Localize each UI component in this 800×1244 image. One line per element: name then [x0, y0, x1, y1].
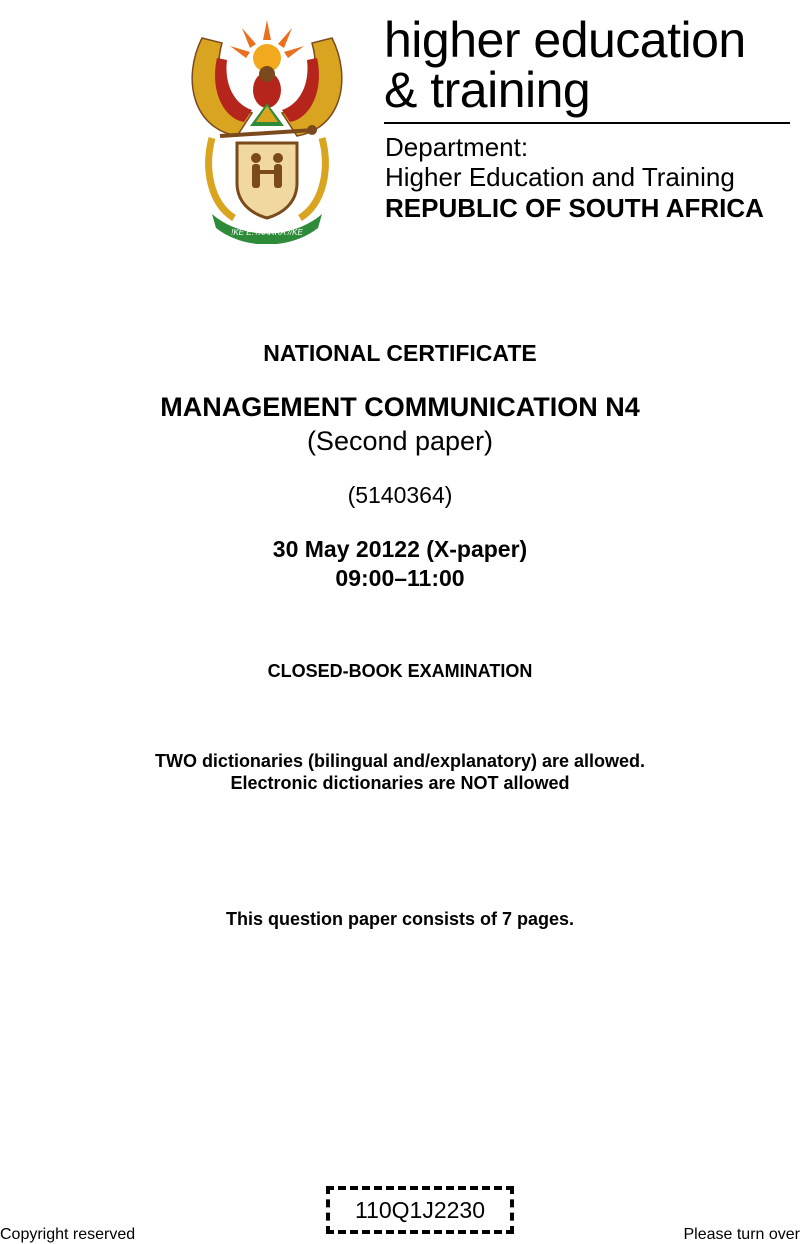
copyright-notice: Copyright reserved [0, 1226, 136, 1243]
brand-divider [384, 122, 790, 124]
subject-code: (5140364) [347, 482, 453, 508]
subject-title: MANAGEMENT COMMUNICATION N4 [160, 392, 640, 422]
dictionary-rule-line2: Electronic dictionaries are NOT allowed [230, 773, 570, 793]
certificate-title: NATIONAL CERTIFICATE [263, 340, 537, 366]
page-count-notice: This question paper consists of 7 pages. [225, 909, 575, 929]
country-name: REPUBLIC OF SOUTH AFRICA [385, 193, 764, 223]
exam-type: CLOSED-BOOK EXAMINATION [267, 661, 533, 681]
paper-reference-code: 110Q1J2230 [326, 1186, 514, 1234]
paper-label: (Second paper) [306, 426, 494, 456]
exam-date: 30 May 20122 (X-paper) [272, 536, 528, 562]
exam-time: 09:00–11:00 [335, 565, 465, 591]
coat-of-arms-logo [182, 18, 352, 244]
brand-title-line2: & training [384, 62, 591, 118]
turn-over-notice: Please turn over [683, 1226, 800, 1243]
department-label: Department: [385, 132, 529, 162]
brand-title-line1: higher education [384, 12, 746, 68]
department-name: Higher Education and Training [385, 162, 735, 192]
dictionary-rule-line1: TWO dictionaries (bilingual and/explanatory) are allowed. [154, 751, 646, 771]
coat-motto: !KE E: /XARRA //KE [231, 228, 303, 237]
